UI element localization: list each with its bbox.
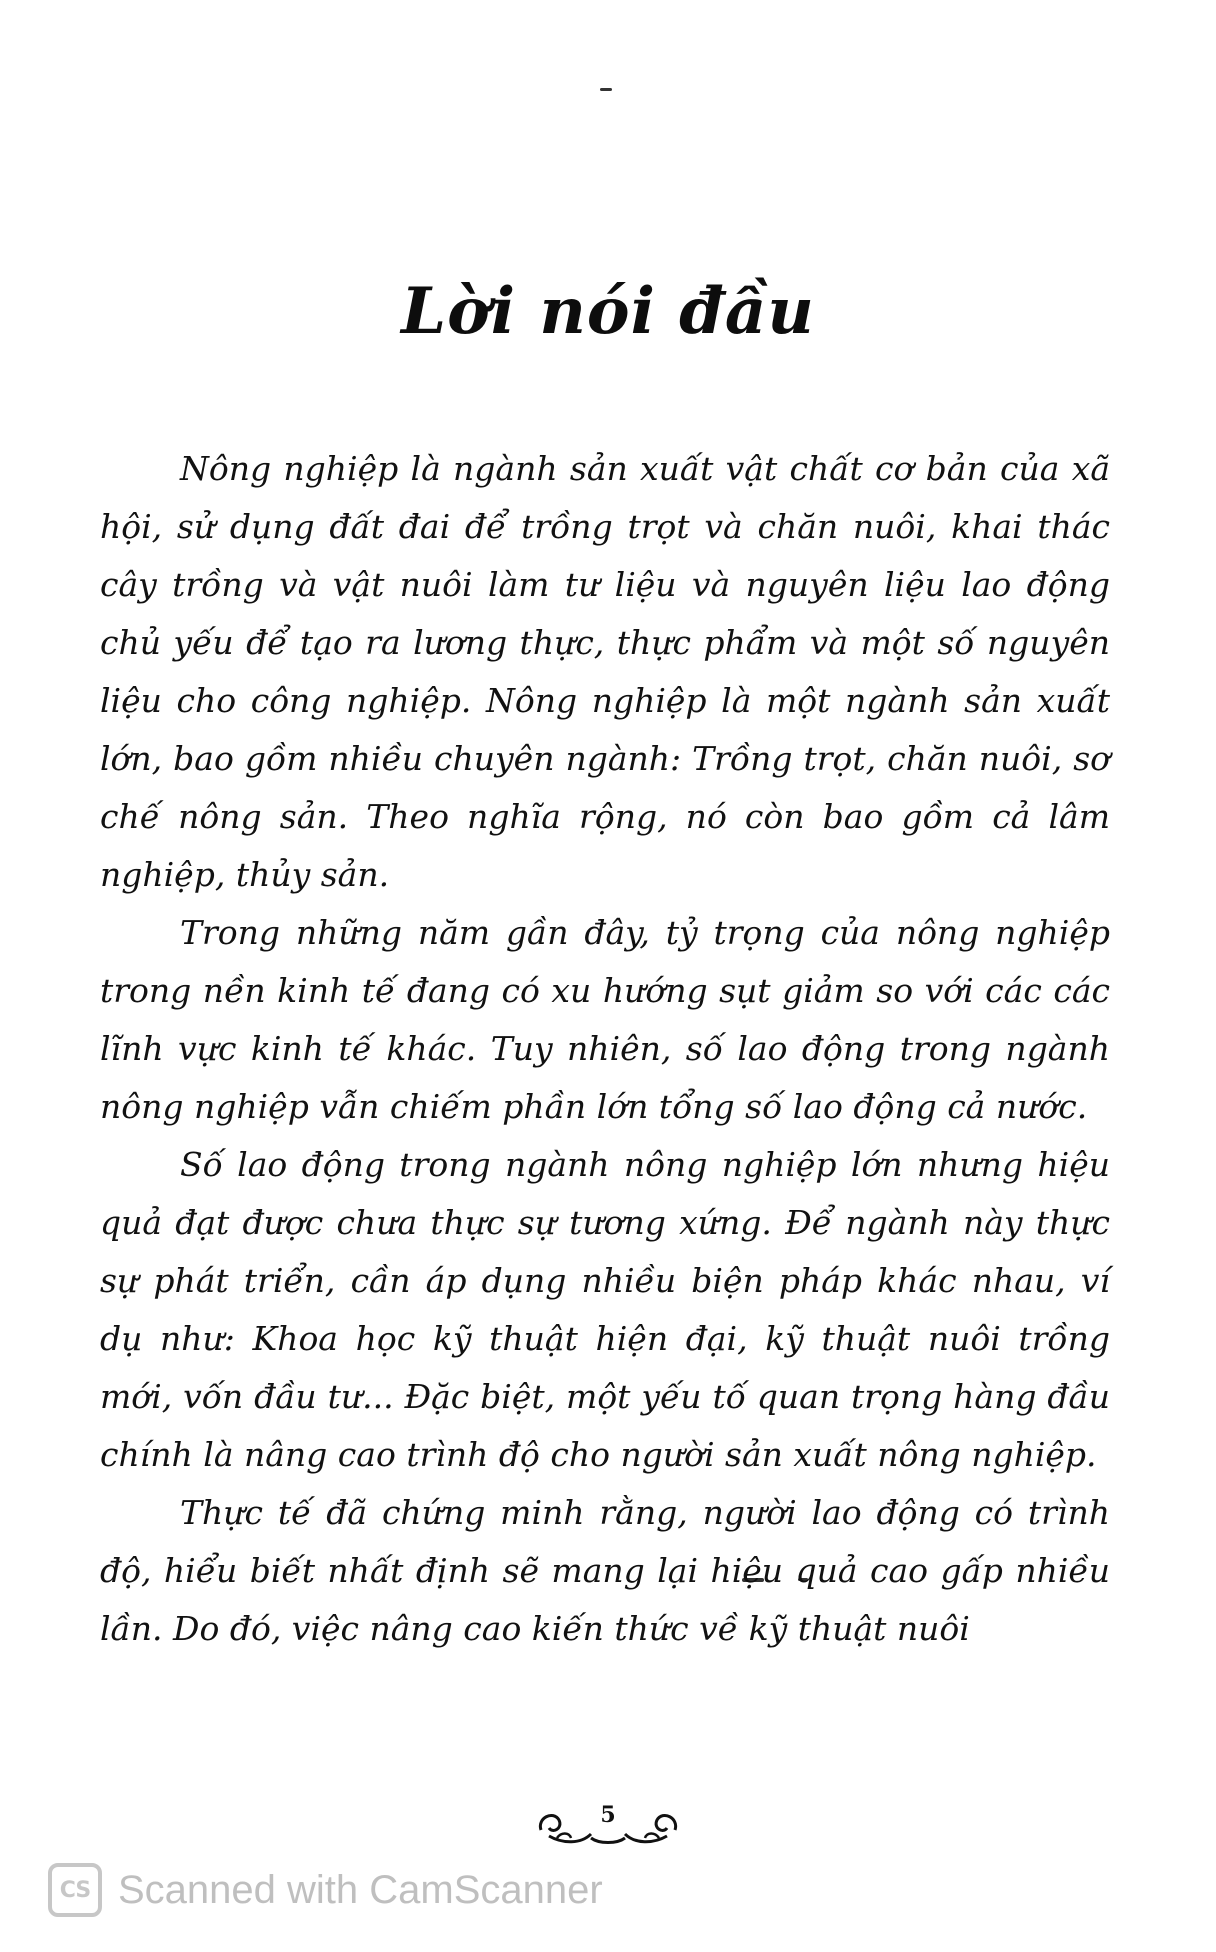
body-text bbox=[100, 440, 1110, 1658]
scanner-watermark bbox=[48, 1860, 603, 1920]
scan-speck bbox=[600, 88, 612, 91]
watermark-text: Scanned with CamScanner bbox=[118, 1867, 603, 1912]
paragraph: Thực tế đã chứng minh rằng, người lao động có trình độ, hiểu biết nhất định sẽ mang lại hiệu quả cao gấp nhiều lần. Do đó, việc nâng cao kiến thức về kỹ thuật nuôi bbox=[100, 1493, 1110, 1648]
page-number: 5 bbox=[600, 1802, 616, 1828]
paragraph: Nông nghiệp là ngành sản xuất vật chất cơ bản của xã hội, sử dụng đất đai để trồng trọt và chăn nuôi, khai thác cây trồng và vật nuôi làm tư liệu và nguyên liệu lao động chủ yếu để tạo ra lương thực, thực phẩm và một số nguyên liệu cho công nghiệp. Nông nghiệp là một ngành sản xuất lớn, bao gồm nhiều chuyên ngành: Trồng trọt, chăn nuôi, sơ chế nông sản. Theo nghĩa rộng, nó còn bao gồm cả lâm nghiệp, thủy sản. bbox=[100, 449, 1110, 894]
page-title: Lời nói đầu bbox=[401, 274, 815, 349]
paragraph: Trong những năm gần đây, tỷ trọng của nông nghiệp trong nền kinh tế đang có xu hướng sụt giảm so với các các lĩnh vực kinh tế khác. Tuy nhiên, số lao động trong ngành nông nghiệp vẫn chiếm phần lớn tổng số lao động cả nước. bbox=[100, 913, 1110, 1126]
camscanner-logo-icon: CS bbox=[48, 1863, 102, 1917]
paragraph: Số lao động trong ngành nông nghiệp lớn nhưng hiệu quả đạt được chưa thực sự tương xứng. Để ngành này thực sự phát triển, cần áp dụng nhiều biện pháp khác nhau, ví dụ như: Khoa học kỹ thuật hiện đại, kỹ thuật nuôi trồng mới, vốn đầu tư... Đặc biệt, một yếu tố quan trọng hàng đầu chính là nâng cao trình độ cho người sản xuất nông nghiệp. bbox=[100, 1145, 1110, 1474]
